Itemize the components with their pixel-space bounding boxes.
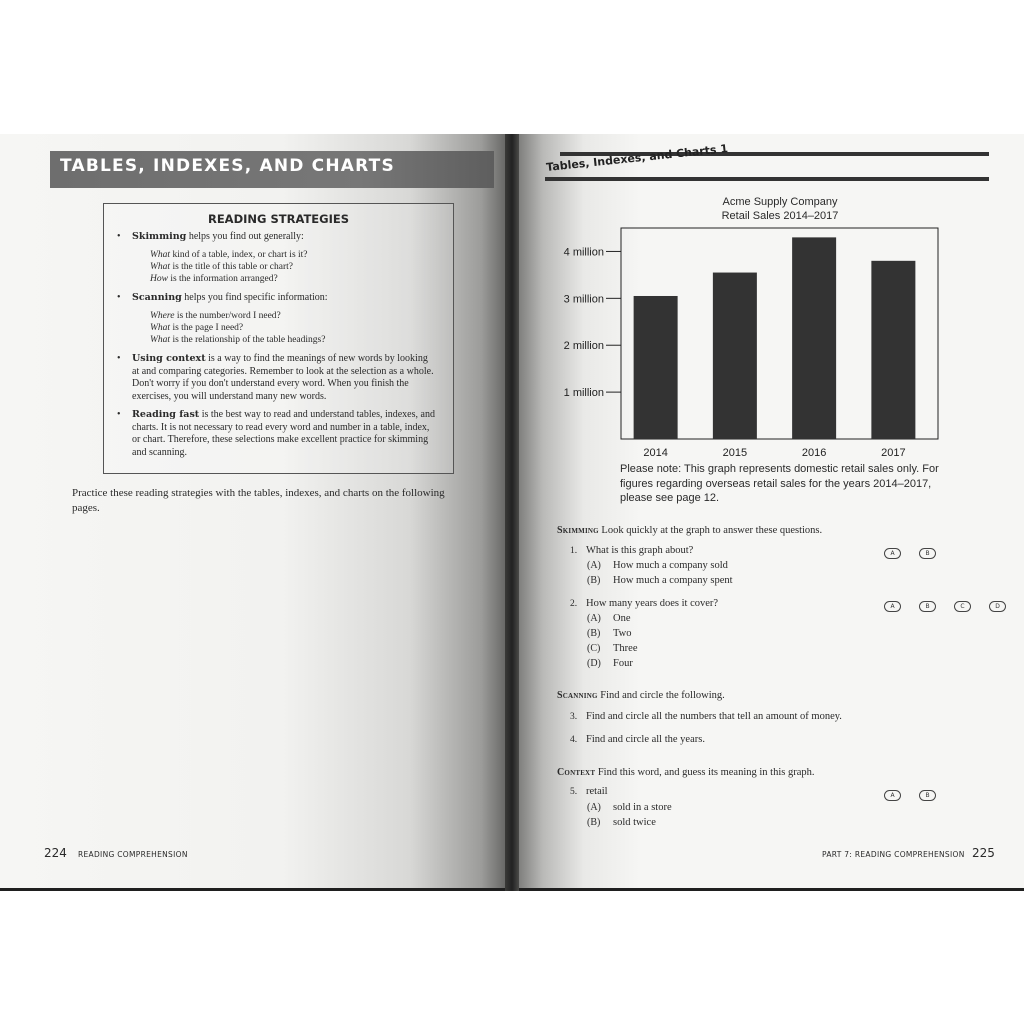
answer-option	[587, 658, 633, 669]
context-instruction: Find this word, and guess its meaning in this graph.	[595, 767, 815, 778]
question-rest: is the information arranged?	[167, 274, 278, 284]
bullet-icon: •	[117, 292, 121, 303]
strategy-sub-question	[150, 249, 308, 261]
question-text: What is this graph about?	[586, 545, 694, 556]
strategy-sub-question	[150, 273, 278, 285]
answer-bubbles	[884, 790, 936, 801]
answer-bubble-b[interactable]: B	[919, 790, 936, 801]
bar-2016	[792, 237, 836, 439]
question	[570, 786, 608, 797]
option-text: How much a company sold	[613, 560, 728, 571]
option-text: One	[613, 613, 631, 624]
y-tick-label: 1 million	[563, 387, 604, 400]
option-text: sold in a store	[613, 802, 672, 813]
x-tick-label: 2015	[722, 447, 748, 459]
strategy-sub-question	[150, 322, 243, 334]
strategy-text	[132, 409, 435, 459]
answer-bubble-a[interactable]: A	[884, 790, 901, 801]
question	[570, 711, 842, 722]
option-text: sold twice	[613, 817, 656, 828]
answer-option	[587, 802, 672, 813]
answer-bubbles	[884, 601, 1006, 612]
question-text: retail	[586, 786, 608, 797]
answer-option	[587, 643, 637, 654]
question-rest: is the page I need?	[170, 323, 244, 333]
option-letter: (B)	[587, 628, 601, 639]
question-word: Where	[150, 311, 175, 321]
question-number: 1.	[570, 546, 578, 556]
strategy-term: Scanning	[132, 292, 182, 303]
sales-bar-chart	[560, 225, 950, 460]
question-rest: kind of a table, index, or chart is it?	[170, 250, 308, 260]
section-title: Tables, Indexes, and Charts 1	[545, 141, 729, 174]
x-tick-label: 2017	[881, 447, 906, 459]
strategy-sub-question	[150, 261, 293, 273]
question	[570, 545, 693, 556]
answer-bubble-d[interactable]: D	[989, 601, 1006, 612]
y-tick-label: 3 million	[563, 293, 604, 306]
strategy-description: is the best way to read and understand tables, indexes, and charts. It is not necessary to read every word and number in a table, index, or chart. Therefore, these selections make excellent practice for skimming and scanning.	[132, 409, 435, 458]
reading-strategies-title: READING STRATEGIES	[207, 212, 350, 226]
question-number: 4.	[570, 735, 578, 745]
option-letter: (A)	[587, 560, 601, 571]
context-heading	[557, 767, 815, 778]
strategy-description: helps you find specific information:	[181, 292, 328, 303]
question-word: What	[150, 323, 171, 333]
answer-bubble-a[interactable]: A	[884, 601, 901, 612]
question	[570, 598, 718, 609]
scanning-instruction: Find and circle the following.	[597, 690, 725, 701]
scanning-heading	[557, 690, 725, 701]
bullet-icon: •	[117, 353, 121, 364]
option-letter: (A)	[587, 802, 601, 813]
skimming-label: Skimming	[557, 525, 599, 536]
answer-option	[587, 817, 656, 828]
book-spine	[505, 134, 519, 891]
option-letter: (C)	[587, 643, 601, 654]
scanning-label: Scanning	[557, 690, 598, 701]
bar-2017	[871, 261, 915, 439]
strategy-text	[132, 231, 435, 244]
question-rest: is the relationship of the table headings?	[170, 335, 326, 345]
answer-option	[587, 560, 728, 571]
option-text: Two	[613, 628, 632, 639]
question-number: 2.	[570, 599, 578, 609]
answer-bubble-c[interactable]: C	[954, 601, 971, 612]
chart-note: Please note: This graph represents domestic retail sales only. For figures regarding overseas retail sales for the years 2014–2017, please see page 12.	[620, 463, 939, 504]
skimming-heading	[557, 525, 822, 536]
question-number: 5.	[570, 787, 578, 797]
right-footer-label: PART 7: READING COMPREHENSION	[822, 850, 965, 859]
answer-bubble-b[interactable]: B	[919, 548, 936, 559]
chapter-title: TABLES, INDEXES, AND CHARTS	[60, 156, 395, 176]
strategy-description: helps you find out generally:	[186, 231, 304, 242]
question-text: Find and circle all the numbers that tell an amount of money.	[586, 711, 842, 722]
option-text: Three	[613, 643, 638, 654]
right-page-number: 225	[972, 846, 995, 860]
y-tick-label: 2 million	[563, 340, 604, 353]
y-tick-label: 4 million	[563, 246, 604, 259]
option-text: How much a company spent	[613, 575, 733, 586]
strategy-term: Skimming	[132, 231, 187, 242]
question-word: What	[150, 250, 171, 260]
left-page-number: 224	[44, 846, 67, 860]
answer-bubbles	[884, 548, 936, 559]
strategy-text	[132, 292, 435, 305]
strategy-sub-question	[150, 334, 325, 346]
option-letter: (B)	[587, 817, 601, 828]
strategy-term: Reading fast	[132, 409, 200, 420]
context-label: Context	[557, 767, 596, 778]
chart-title-block	[620, 196, 940, 223]
chart-subtitle: Retail Sales 2014–2017	[721, 209, 839, 222]
answer-option	[587, 613, 631, 624]
option-letter: (A)	[587, 613, 601, 624]
strategy-term: Using context	[132, 353, 206, 364]
option-letter: (D)	[587, 658, 601, 669]
skimming-instruction: Look quickly at the graph to answer these questions.	[598, 525, 823, 536]
question-text: Find and circle all the years.	[586, 734, 705, 745]
header-rule-bottom	[545, 177, 989, 181]
answer-bubble-a[interactable]: A	[884, 548, 901, 559]
question	[570, 734, 705, 745]
bar-2014	[634, 296, 678, 439]
option-letter: (B)	[587, 575, 601, 586]
x-tick-label: 2016	[801, 447, 827, 459]
answer-option	[587, 575, 733, 586]
question-text: How many years does it cover?	[586, 598, 719, 609]
question-word: What	[150, 262, 171, 272]
question-rest: is the number/word I need?	[174, 311, 281, 321]
answer-option	[587, 628, 632, 639]
bullet-icon: •	[117, 409, 121, 420]
strategy-text	[132, 353, 435, 403]
question-word: How	[150, 274, 168, 284]
bar-2015	[713, 273, 757, 439]
option-text: Four	[613, 658, 633, 669]
bullet-icon: •	[117, 231, 121, 242]
chart-title: Acme Supply Company	[722, 196, 838, 208]
left-footer-label: READING COMPREHENSION	[78, 850, 188, 859]
strategy-description: is a way to find the meanings of new words by looking at and comparing categories. Remember to look at the selection as a whole. Don't worry if you don't understand every word. When you finish the exercises, you will understand many new words.	[132, 353, 434, 402]
answer-bubble-b[interactable]: B	[919, 601, 936, 612]
question-number: 3.	[570, 712, 578, 722]
question-word: What	[150, 335, 171, 345]
question-rest: is the title of this table or chart?	[170, 262, 293, 272]
strategy-sub-question	[150, 310, 281, 322]
practice-text: Practice these reading strategies with the tables, indexes, and charts on the following pages.	[72, 487, 445, 514]
x-tick-label: 2014	[643, 447, 668, 459]
